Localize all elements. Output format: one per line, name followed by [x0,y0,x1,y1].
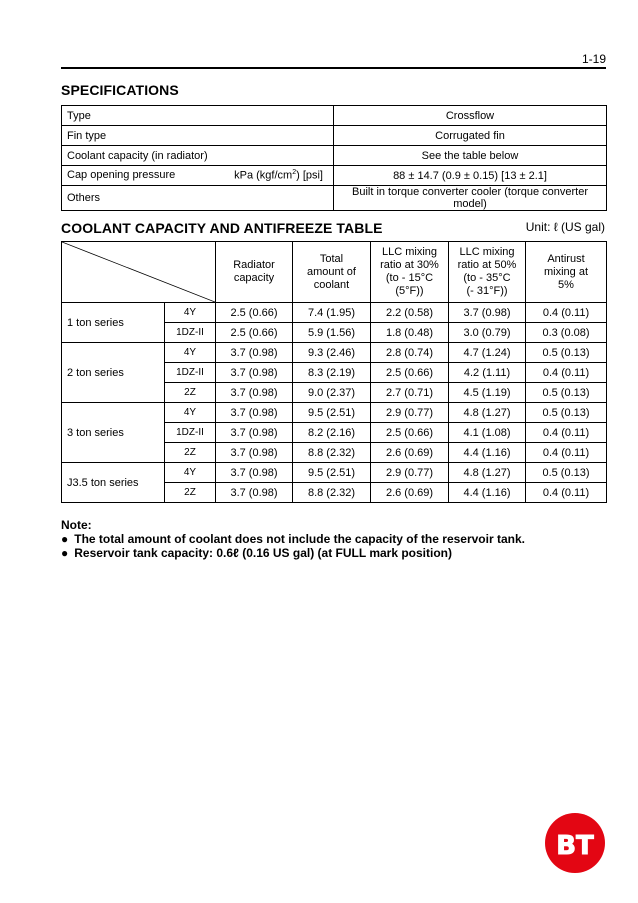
note-item: ● The total amount of coolant does not include the capacity of the reservoir tank. [61,532,525,546]
engine-label: 2Z [165,483,216,503]
engine-label: 1DZ-II [165,363,216,383]
value-cell: 4.1 (1.08) [449,423,526,443]
value-cell: 3.7 (0.98) [216,383,293,403]
header-corner-cell [62,242,216,303]
value-cell: 3.7 (0.98) [216,443,293,463]
engine-label: 4Y [165,303,216,323]
specifications-heading: SPECIFICATIONS [61,82,179,98]
coolant-unit: Unit: ℓ (US gal) [525,220,605,234]
value-cell: 0.5 (0.13) [526,463,607,483]
header-total-coolant: Total amount of coolant [293,242,371,303]
spec-label: Others [62,186,334,211]
value-cell: 3.7 (0.98) [216,403,293,423]
value-cell: 2.8 (0.74) [371,343,449,363]
value-cell: 4.2 (1.11) [449,363,526,383]
value-cell: 2.5 (0.66) [371,363,449,383]
value-cell: 2.7 (0.71) [371,383,449,403]
spec-unit: kPa $(kgf/cm^2)$ [psi] [234,169,323,182]
bullet-icon: ● [61,546,69,560]
coolant-table-heading: COOLANT CAPACITY AND ANTIFREEZE TABLE [61,220,383,236]
value-cell: 1.8 (0.48) [371,323,449,343]
header-radiator-capacity: Radiator capacity [216,242,293,303]
spec-label: Cap opening pressure [67,169,176,182]
value-cell: 4.7 (1.24) [449,343,526,363]
spec-label: Coolant capacity (in radiator) [62,146,334,166]
spec-value: Corrugated fin [334,126,607,146]
table-row [62,126,607,146]
value-cell: 2.5 (0.66) [216,323,293,343]
value-cell: 7.4 (1.95) [293,303,371,323]
spec-value: 88 ± 14.7 (0.9 ± 0.15) [13 ± 2.1] [334,166,607,186]
table-row [62,166,607,186]
series-label: 1 ton series [62,303,165,343]
value-cell: 2.9 (0.77) [371,403,449,423]
spec-value: Crossflow [334,106,607,126]
value-cell: 3.7 (0.98) [216,363,293,383]
value-cell: 9.5 (2.51) [293,403,371,423]
value-cell: 8.2 (2.16) [293,423,371,443]
value-cell: 0.4 (0.11) [526,483,607,503]
spec-label-cell [62,166,334,186]
value-cell: 8.8 (2.32) [293,483,371,503]
value-cell: 4.5 (1.19) [449,383,526,403]
engine-label: 1DZ-II [165,323,216,343]
engine-label: 2Z [165,443,216,463]
note-item: ● Reservoir tank capacity: 0.6ℓ (0.16 US gal) (at FULL mark position) [61,546,453,560]
value-cell: 2.5 (0.66) [371,423,449,443]
value-cell: 0.5 (0.13) [526,343,607,363]
value-cell: 0.4 (0.11) [526,443,607,463]
spec-label: Type [62,106,334,126]
table-row [62,303,607,323]
series-label: J3.5 ton series [62,463,165,503]
engine-label: 4Y [165,403,216,423]
note-title: Note: [61,518,92,532]
value-cell: 0.4 (0.11) [526,423,607,443]
table-row [62,343,607,363]
table-row [62,146,607,166]
value-cell: 3.7 (0.98) [216,463,293,483]
page-number: 1-19 [581,52,606,66]
value-cell: 0.5 (0.13) [526,403,607,423]
spec-value: See the table below [334,146,607,166]
value-cell: 0.5 (0.13) [526,383,607,403]
value-cell: 0.4 (0.11) [526,303,607,323]
spec-value: Built in torque converter cooler (torque converter model) [334,186,607,211]
value-cell: 5.9 (1.56) [293,323,371,343]
engine-label: 1DZ-II [165,423,216,443]
value-cell: 9.5 (2.51) [293,463,371,483]
value-cell: 3.7 (0.98) [449,303,526,323]
table-row [62,463,607,483]
value-cell: 4.8 (1.27) [449,463,526,483]
engine-label: 2Z [165,383,216,403]
header-llc-50: LLC mixing ratio at 50% (to - 35°C (- 31°F)) [449,242,526,303]
value-cell: 4.4 (1.16) [449,443,526,463]
coolant-table-body [62,303,607,503]
spec-label: Fin type [62,126,334,146]
table-header-row [62,242,607,303]
svg-text:BT: BT [556,831,594,861]
value-cell: 2.9 (0.77) [371,463,449,483]
value-cell: 2.2 (0.58) [371,303,449,323]
value-cell: 3.7 (0.98) [216,423,293,443]
value-cell: 4.8 (1.27) [449,403,526,423]
table-row [62,403,607,423]
engine-label: 4Y [165,343,216,363]
coolant-capacity-table [61,241,607,503]
value-cell: 9.3 (2.46) [293,343,371,363]
table-row [62,106,607,126]
specifications-table [61,105,607,211]
header-llc-30: LLC mixing ratio at 30% (to - 15°C (5°F)) [371,242,449,303]
series-label: 2 ton series [62,343,165,403]
value-cell: 2.6 (0.69) [371,443,449,463]
bt-logo [544,812,606,874]
table-row [62,186,607,211]
value-cell: 2.5 (0.66) [216,303,293,323]
value-cell: 3.7 (0.98) [216,343,293,363]
value-cell: 3.0 (0.79) [449,323,526,343]
value-cell: 8.8 (2.32) [293,443,371,463]
value-cell: 9.0 (2.37) [293,383,371,403]
value-cell: 0.4 (0.11) [526,363,607,383]
value-cell: 0.3 (0.08) [526,323,607,343]
header-rule [61,67,606,69]
bullet-icon: ● [61,532,69,546]
series-label: 3 ton series [62,403,165,463]
engine-label: 4Y [165,463,216,483]
value-cell: 3.7 (0.98) [216,483,293,503]
value-cell: 2.6 (0.69) [371,483,449,503]
value-cell: 4.4 (1.16) [449,483,526,503]
value-cell: 8.3 (2.19) [293,363,371,383]
header-antirust: Antirust mixing at 5% [526,242,607,303]
